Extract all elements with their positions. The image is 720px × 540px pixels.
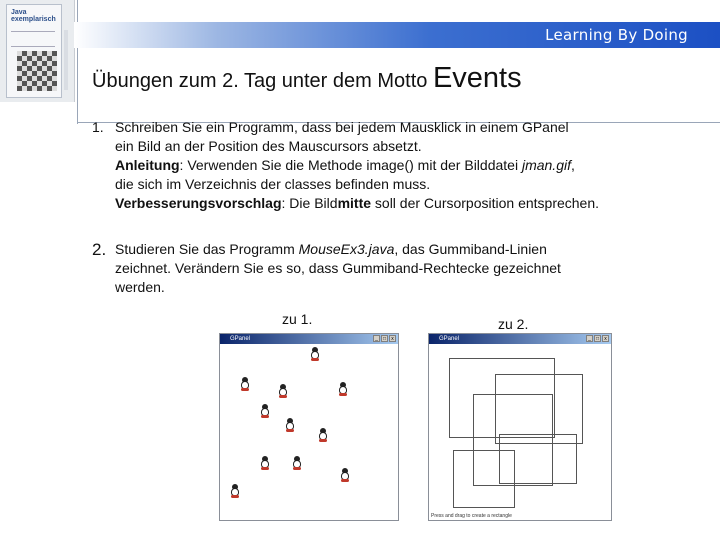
book-cover-image [0, 0, 75, 102]
window-titlebar [429, 334, 611, 344]
penguin-icon [260, 456, 270, 470]
status-text: Press and drag to create a rectangle [431, 513, 512, 519]
penguin-icon [260, 404, 270, 418]
close-button[interactable]: x [389, 335, 396, 342]
penguin-icon [338, 382, 348, 396]
chessboard-graphic [17, 51, 57, 91]
book-title [11, 9, 56, 23]
window-controls [586, 335, 609, 342]
book-spine [64, 30, 68, 90]
book-cover-lines [11, 31, 55, 47]
improvement-text-end: soll der Cursorposition entsprechen. [371, 195, 600, 211]
header-vertical-rule [77, 0, 78, 124]
gpanel-canvas[interactable] [429, 344, 611, 520]
exercise-text-b: , das Gummiband-Linien [394, 241, 547, 257]
minimize-button[interactable]: _ [586, 335, 593, 342]
hint-filename: jman.gif [521, 157, 571, 173]
penguin-icon [310, 347, 320, 361]
exercise-text [115, 118, 705, 213]
close-button[interactable]: x [602, 335, 609, 342]
tagline: Learning By Doing [545, 26, 688, 44]
exercise-line: werden. [115, 279, 165, 295]
penguin-icon [340, 468, 350, 482]
improvement-label: Verbesserungsvorschlag [115, 195, 282, 211]
title-word: Events [432, 62, 522, 94]
penguin-icon [240, 377, 250, 391]
penguin-icon [230, 484, 240, 498]
window-title: GPanel [439, 336, 460, 342]
caption-solution-1: zu 1. [282, 311, 313, 327]
hint-text-end: , [570, 157, 575, 173]
hint-label: Anleitung [115, 157, 180, 173]
improvement-emphasis: mitte [337, 195, 372, 211]
minimize-button[interactable]: _ [373, 335, 380, 342]
gpanel-window-1 [219, 333, 399, 521]
window-controls [373, 335, 396, 342]
page-title [92, 62, 522, 95]
gpanel-canvas[interactable] [220, 344, 398, 520]
exercise-line [115, 240, 705, 259]
exercise-line: zeichnet. Verändern Sie es so, dass Gummiband-Rechtecke gezeichnet [115, 260, 561, 276]
hint-text: : Verwenden Sie die Methode image() mit der Bilddatei [179, 157, 522, 173]
penguin-icon [292, 456, 302, 470]
exercise-filename: MouseEx3.java [298, 241, 395, 257]
book-title-line1: Java [11, 9, 27, 16]
gpanel-window-2 [428, 333, 612, 521]
window-titlebar [220, 334, 398, 344]
improvement-line [115, 194, 705, 213]
book-front [6, 4, 62, 98]
book-title-line2: exemplarisch [11, 16, 56, 23]
hint-line [115, 156, 705, 175]
maximize-button[interactable]: □ [595, 336, 600, 342]
penguin-icon [278, 384, 288, 398]
maximize-button[interactable]: □ [382, 336, 387, 342]
penguin-icon [318, 428, 328, 442]
window-title: GPanel [230, 336, 251, 342]
exercise-text-a: Studieren Sie das Programm [115, 241, 299, 257]
hint-line-2: die sich im Verzeichnis der classes befinden muss. [115, 176, 431, 192]
rubberband-rectangle [453, 450, 515, 508]
exercise-number: 2. [92, 240, 107, 259]
improvement-text: : Die Bild [281, 195, 338, 211]
exercise-line: ein Bild an der Position des Mauscursors absetzt. [115, 138, 422, 154]
exercise-line: Schreiben Sie ein Programm, dass bei jedem Mausklick in einem GPanel [115, 119, 569, 135]
exercise-text [115, 240, 705, 297]
exercise-number: 1. [92, 119, 104, 135]
title-prefix: Übungen zum 2. Tag unter dem Motto [92, 70, 433, 92]
penguin-icon [285, 418, 295, 432]
caption-solution-2: zu 2. [498, 316, 529, 332]
